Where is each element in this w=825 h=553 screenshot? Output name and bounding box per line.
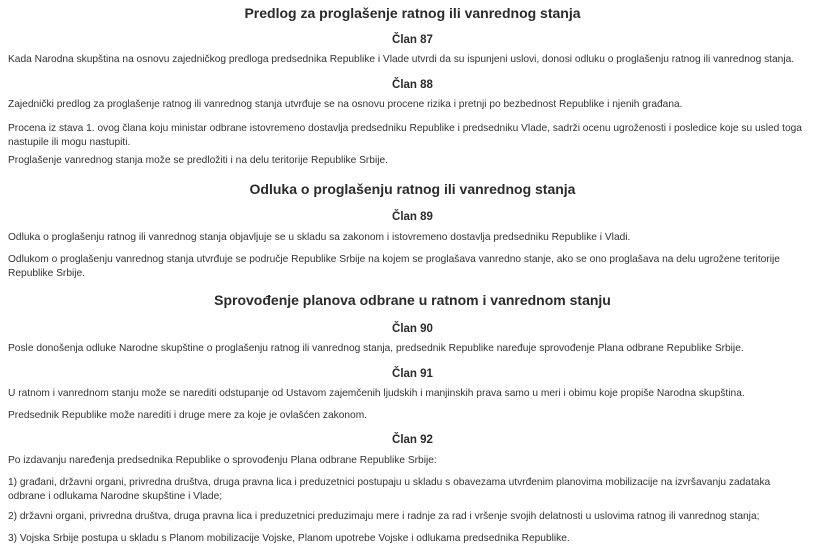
article-88-paragraph-2: Procena iz stava 1. ovog člana koju ministar odbrane istovremeno dostavlja predsedniku Republike i predsedniku Vlade, sadrži ocenu ugroženosti i posledice koje su usled toga nastupile ili mogu nastupiti. [8, 123, 802, 148]
article-90-heading: Član 90 [392, 323, 433, 335]
article-91-paragraph-1: U ratnom i vanrednom stanju može se narediti odstupanje od Ustavom zajemčenih ljudskih i manjinskih prava samo u meri i obimu koje propiše Narodna skupština. [8, 388, 745, 399]
article-89-heading: Član 89 [392, 211, 433, 223]
section-title: Predlog za proglašenje ratnog ili vanrednog stanja [244, 5, 581, 21]
article-88-heading: Član 88 [392, 79, 433, 91]
article-87-paragraph-1: Kada Narodna skupština na osnovu zajedničkog predloga predsednika Republike i Vlade utvrdi da su ispunjeni uslovi, donosi odluku o proglašenju ratnog ili vanrednog stanja. [8, 54, 795, 65]
article-92-paragraph-1: Po izdavanju naređenja predsednika Republike o sprovođenju Plana odbrane Republike Srbije: [8, 455, 437, 466]
article-92-heading: Član 92 [392, 434, 433, 446]
article-88-paragraph-1: Zajednički predlog za proglašenje ratnog ili vanrednog stanja utvrđuje se na osnovu procene rizika i pretnji po bezbednost Republike i njenih građana. [8, 99, 683, 110]
article-92-item-2: 2) državni organi, privredna društva, druga pravna lica i preduzetnici preduzimaju mere i radnje za rad i vršenje svojih delatnosti u uslovima ratnog ili vanrednog stanja; [8, 511, 760, 522]
article-89-paragraph-1: Odluka o proglašenju ratnog ili vanrednog stanja objavljuje se u skladu sa zakonom i istovremeno dostavlja predsedniku Republike i Vladi. [8, 232, 631, 243]
article-89-paragraph-2: Odlukom o proglašenju vanrednog stanja utvrđuje se područje Republike Srbije na kojem se proglašava vanredno stanje, ako se ono proglašava na delu ugrožene teritorije Republike Srbije. [8, 254, 780, 279]
article-87-heading: Član 87 [392, 34, 433, 46]
article-88-paragraph-3: Proglašenje vanrednog stanja može se predložiti i na delu teritorije Republike Srbije. [8, 155, 388, 166]
article-91-paragraph-2: Predsednik Republike može narediti i druge mere za koje je ovlašćen zakonom. [8, 410, 368, 421]
article-92-item-3: 3) Vojska Srbije postupa u skladu s Planom mobilizacije Vojske, Planom upotrebe Vojske i odlukama predsednika Republike. [8, 533, 570, 544]
article-90-paragraph-1: Posle donošenja odluke Narodne skupštine o proglašenju ratnog ili vanrednog stanja, predsednik Republike naređuje sprovođenje Plana odbrane Republike Srbije. [8, 343, 744, 354]
section-title: Odluka o proglašenju ratnog ili vanrednog stanja [249, 181, 576, 197]
article-91-heading: Član 91 [392, 368, 433, 380]
section-title: Sprovođenje planova odbrane u ratnom i vanrednom stanju [214, 292, 611, 308]
article-92-item-1: 1) građani, državni organi, privredna društva, druga pravna lica i preduzetnici postupaju u skladu s obavezama utvrđenim planovima mobilizacije na izvršavanju zadataka odbrane i odlukama Narodne skupštine i Vlade; [8, 477, 771, 502]
